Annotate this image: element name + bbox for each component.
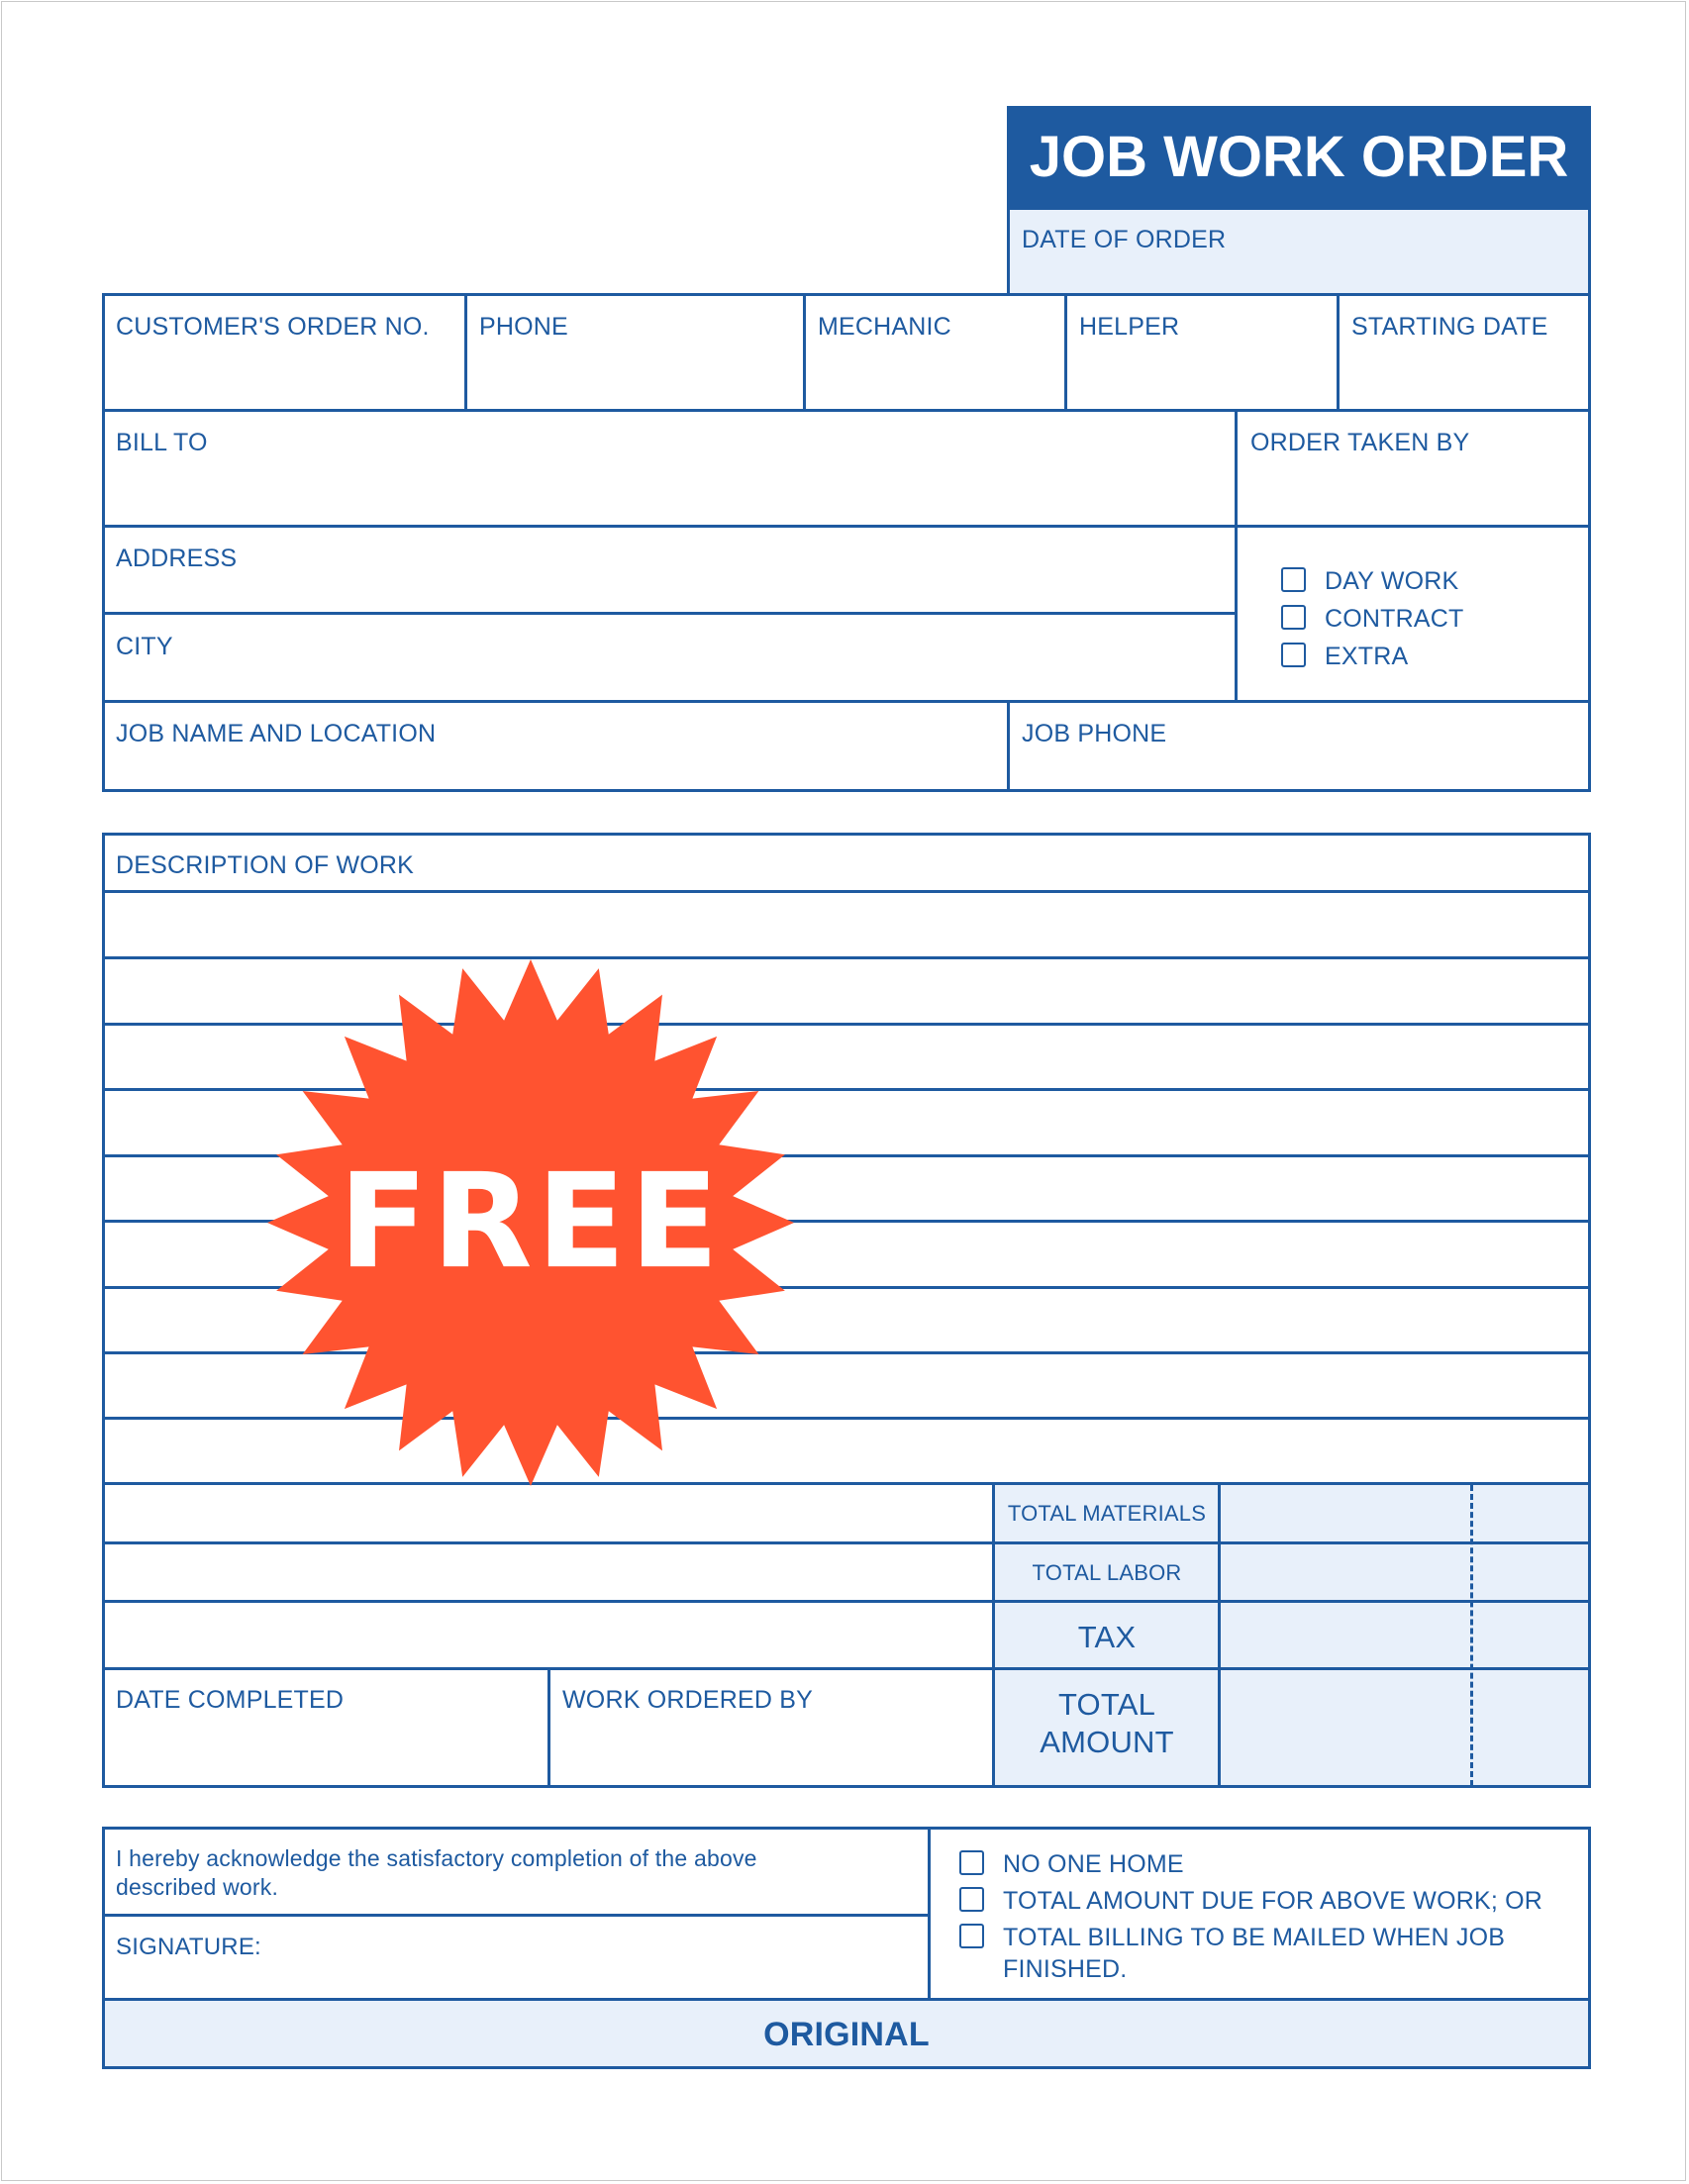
cents-divider	[1470, 1485, 1473, 1786]
date-completed-label: DATE COMPLETED	[116, 1686, 345, 1714]
work-ordered-by-field[interactable]	[556, 1720, 986, 1782]
total-labor-cents-field[interactable]	[1476, 1546, 1585, 1597]
signature-field[interactable]	[248, 1923, 921, 1992]
date-of-order-field[interactable]	[1022, 255, 1576, 291]
tax-cents-field[interactable]	[1476, 1605, 1585, 1664]
contract-label: CONTRACT	[1325, 605, 1464, 633]
total-billing-mailed-label-line2: FINISHED.	[1003, 1955, 1128, 1983]
copy-label: ORIGINAL	[763, 2016, 930, 2053]
acknowledgement-text-line1: I hereby acknowledge the satisfactory completion of the above	[116, 1845, 757, 1871]
no-one-home-checkbox[interactable]	[959, 1850, 984, 1875]
divider	[803, 293, 806, 412]
job-phone-label: JOB PHONE	[1022, 720, 1167, 747]
divider	[1337, 293, 1340, 412]
city-field[interactable]	[111, 661, 1228, 695]
day-work-checkbox[interactable]	[1281, 567, 1306, 592]
bill-to-label: BILL TO	[116, 429, 208, 456]
address-field[interactable]	[111, 574, 1228, 608]
total-amount-dollars-field[interactable]	[1224, 1672, 1467, 1783]
description-rule	[102, 1667, 1591, 1670]
total-billing-mailed-label-line1: TOTAL BILLING TO BE MAILED WHEN JOB	[1003, 1924, 1506, 1951]
order-taken-by-label: ORDER TAKEN BY	[1250, 429, 1470, 456]
stamp-text: FREE	[338, 1145, 724, 1299]
total-amount-cents-field[interactable]	[1476, 1672, 1585, 1783]
total-materials-cents-field[interactable]	[1476, 1488, 1585, 1539]
tax-label: TAX	[1077, 1620, 1137, 1654]
divider	[102, 1914, 930, 1917]
divider	[1064, 293, 1067, 412]
total-labor-dollars-field[interactable]	[1224, 1546, 1467, 1597]
date-of-order-label: DATE OF ORDER	[1022, 226, 1227, 253]
no-one-home-label: NO ONE HOME	[1003, 1850, 1184, 1878]
starting-date-label: STARTING DATE	[1351, 313, 1548, 341]
free-stamp	[263, 955, 798, 1490]
city-label: CITY	[116, 633, 173, 660]
mechanic-field[interactable]	[812, 347, 1057, 404]
day-work-label: DAY WORK	[1325, 567, 1459, 595]
divider	[1007, 207, 1591, 210]
extra-label: EXTRA	[1325, 643, 1409, 670]
description-line-12[interactable]	[111, 1605, 988, 1665]
divider	[102, 700, 1591, 703]
tax-dollars-field[interactable]	[1224, 1605, 1467, 1664]
divider	[1007, 700, 1010, 792]
order-taken-by-field[interactable]	[1244, 462, 1583, 520]
address-label: ADDRESS	[116, 545, 238, 572]
starting-date-field[interactable]	[1345, 347, 1583, 404]
description-line-1[interactable]	[111, 895, 1584, 954]
extra-checkbox[interactable]	[1281, 643, 1306, 667]
mechanic-label: MECHANIC	[818, 313, 951, 341]
description-line-10[interactable]	[111, 1487, 988, 1539]
description-rule	[102, 1600, 1591, 1603]
job-phone-field[interactable]	[1016, 749, 1583, 787]
contract-checkbox[interactable]	[1281, 605, 1306, 630]
divider	[464, 293, 467, 412]
job-name-and-location-label: JOB NAME AND LOCATION	[116, 720, 437, 747]
divider	[102, 409, 1591, 412]
total-materials-dollars-field[interactable]	[1224, 1488, 1467, 1539]
total-billing-mailed-checkbox[interactable]	[959, 1924, 984, 1948]
total-amount-label-line2: AMOUNT	[1040, 1725, 1174, 1759]
signature-label: SIGNATURE:	[116, 1934, 261, 1960]
description-rule	[102, 890, 1591, 893]
job-name-and-location-field[interactable]	[111, 749, 1000, 787]
divider	[102, 612, 1238, 615]
divider	[1235, 409, 1238, 703]
total-materials-label: TOTAL MATERIALS	[1007, 1501, 1207, 1526]
description-of-work-label: DESCRIPTION OF WORK	[116, 851, 415, 879]
divider	[102, 1998, 1591, 2001]
phone-label: PHONE	[479, 313, 568, 341]
helper-label: HELPER	[1079, 313, 1180, 341]
form-title: JOB WORK ORDER	[1008, 107, 1590, 208]
total-amount-label-line1: TOTAL	[1057, 1687, 1156, 1722]
description-line-11[interactable]	[111, 1546, 988, 1598]
total-amount-due-label: TOTAL AMOUNT DUE FOR ABOVE WORK; OR	[1003, 1887, 1543, 1915]
phone-field[interactable]	[473, 347, 796, 404]
description-rule	[102, 1541, 1591, 1544]
acknowledgement-text-line2: described work.	[116, 1874, 279, 1900]
divider	[547, 1667, 550, 1788]
customers-order-no-label: CUSTOMER'S ORDER NO.	[116, 313, 430, 341]
total-amount-due-checkbox[interactable]	[959, 1887, 984, 1912]
total-labor-label: TOTAL LABOR	[1032, 1560, 1182, 1585]
date-completed-field[interactable]	[111, 1720, 541, 1782]
customers-order-no-field[interactable]	[111, 347, 457, 404]
bill-to-field[interactable]	[111, 462, 1228, 520]
helper-field[interactable]	[1073, 347, 1330, 404]
divider	[102, 525, 1591, 528]
work-ordered-by-label: WORK ORDERED BY	[562, 1686, 814, 1714]
